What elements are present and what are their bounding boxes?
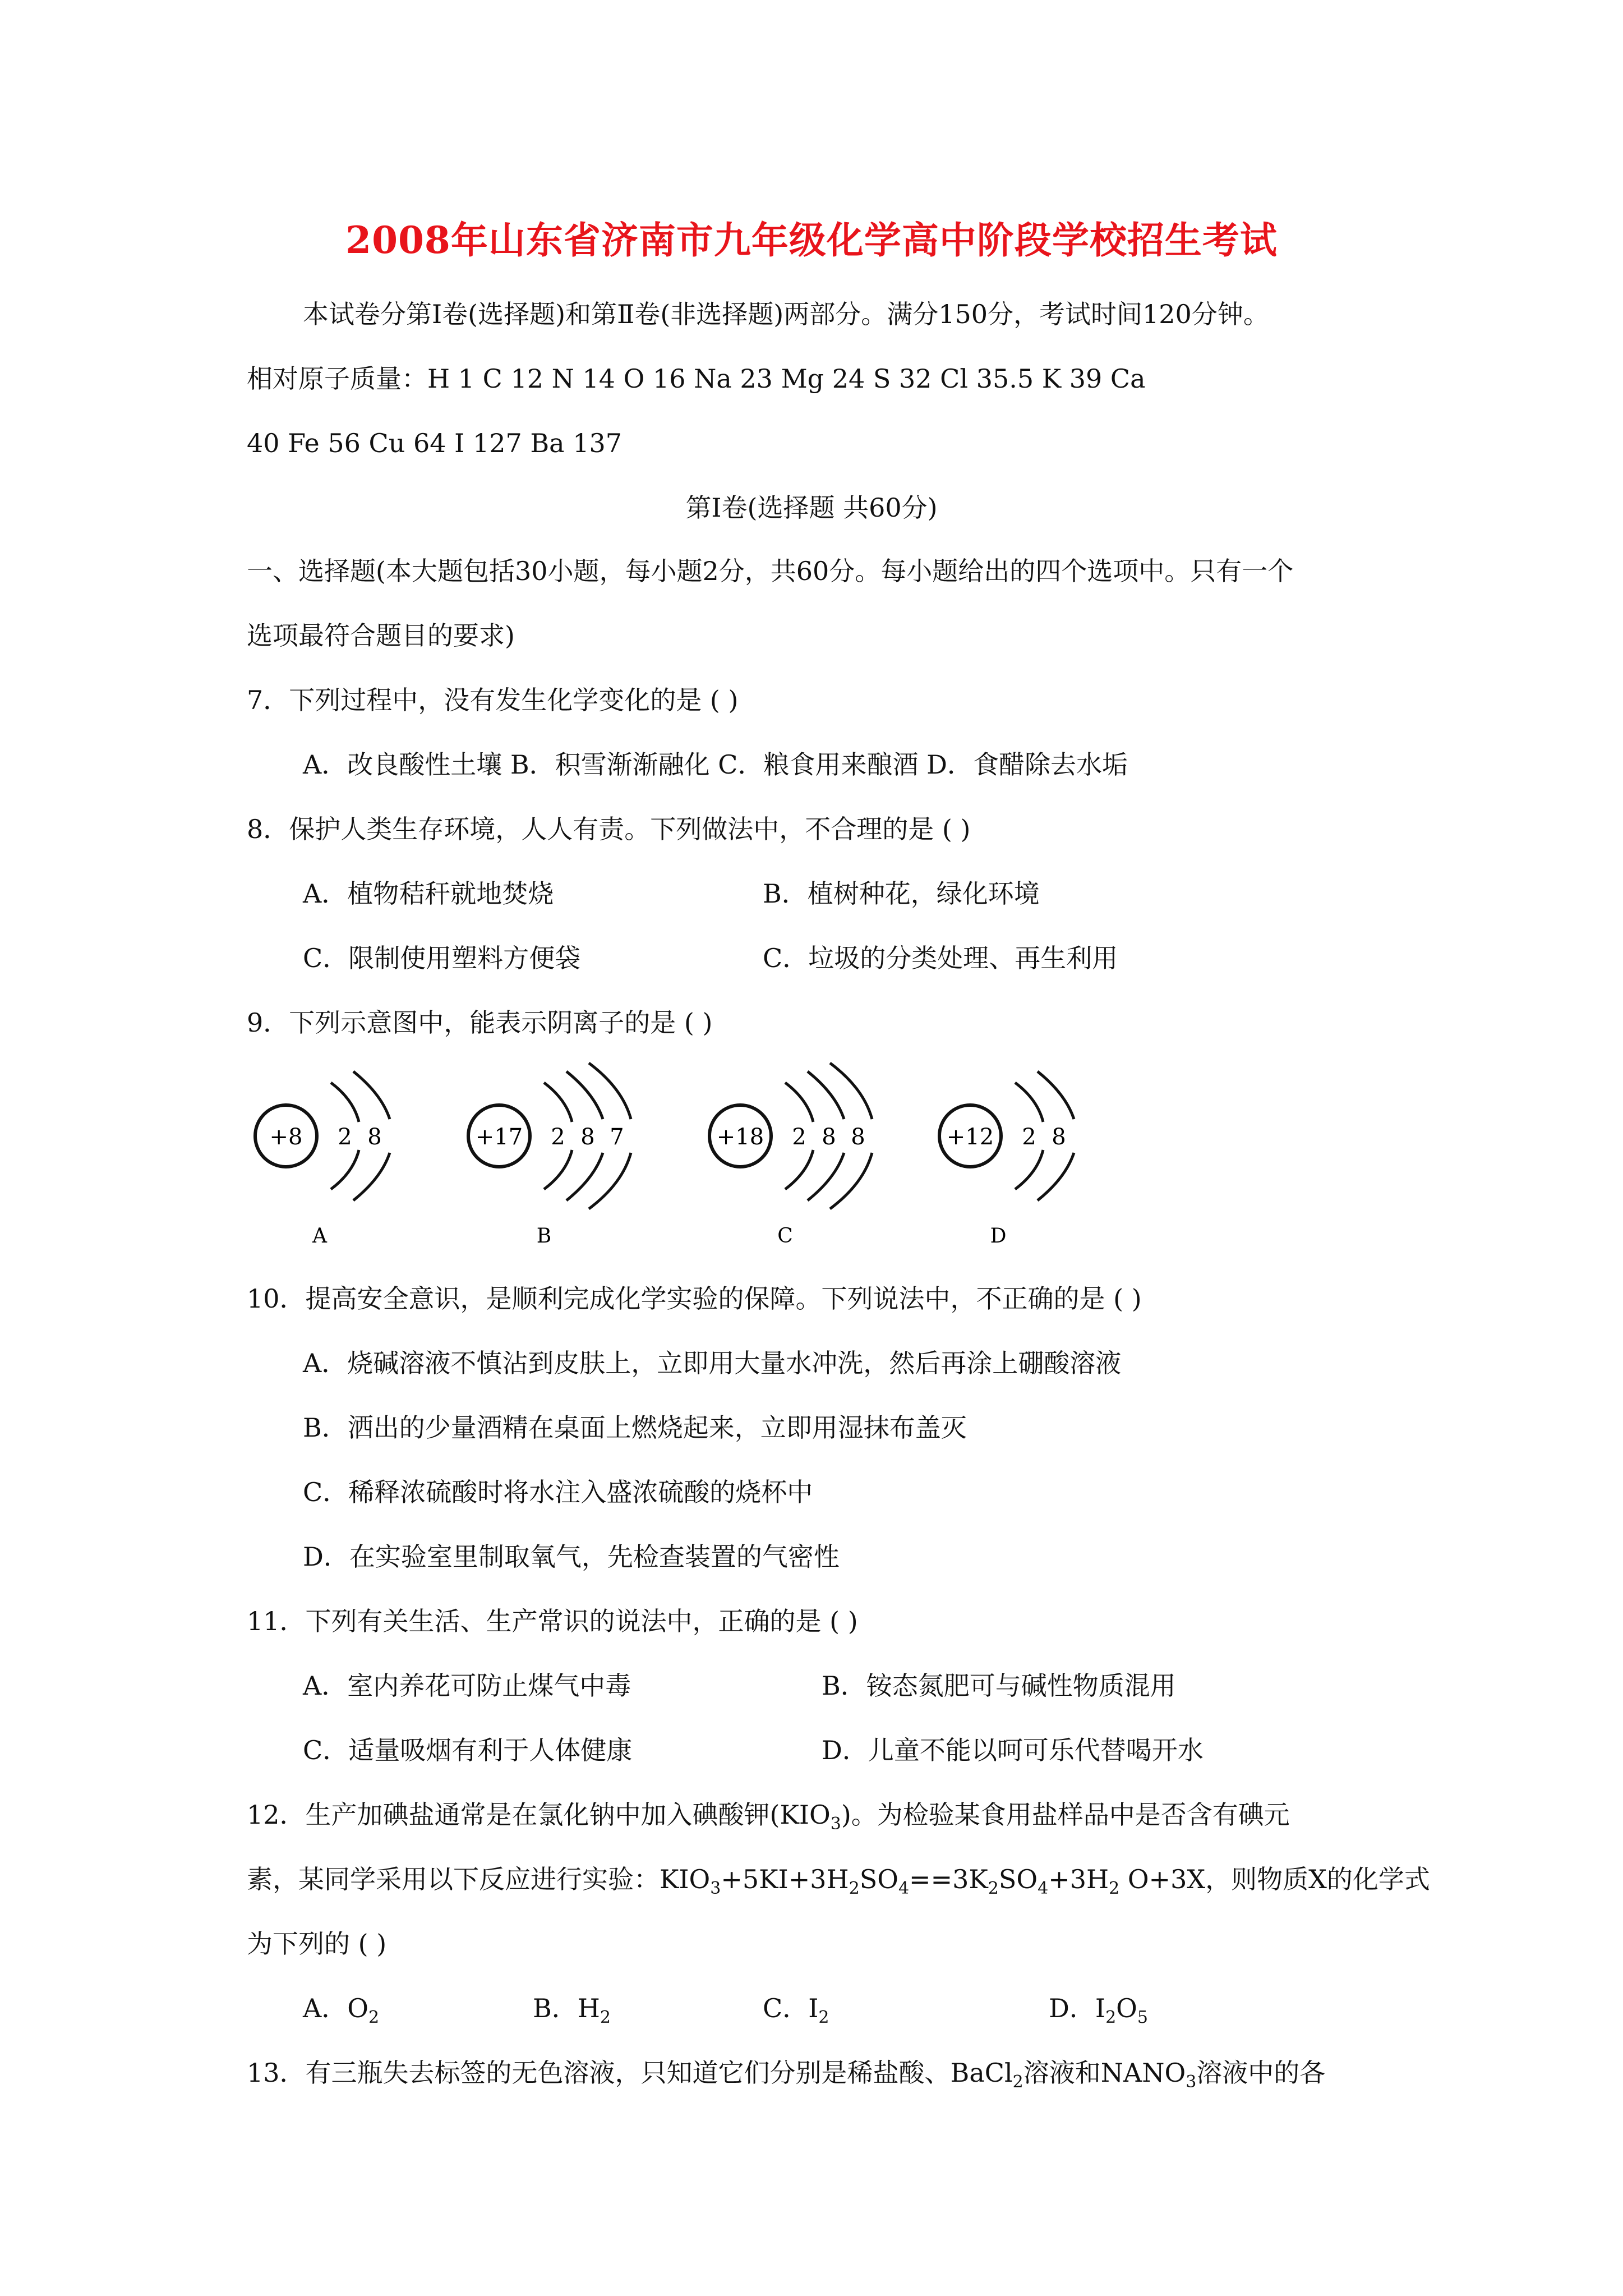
q12-stem-line3: 为下列的 ( ) <box>247 1929 387 1959</box>
q10-option-c: C．稀释浓硫酸时将水注入盛浓硫酸的烧杯中 <box>303 1477 813 1507</box>
q11-option-c: C．适量吸烟有利于人体健康 <box>303 1735 633 1765</box>
atom-diagram-a <box>247 1060 415 1253</box>
exam-title: 2008年山东省济南市九年级化学高中阶段学校招生考试 <box>345 218 1278 262</box>
q8-stem: 8．保护人类生存环境，人人有责。下列做法中，不合理的是 ( ) <box>247 814 971 844</box>
part1-instructions-line1: 一、选择题(本大题包括30小题，每小题2分，共60分。每小题给出的四个选项中。只有一个 <box>247 556 1294 586</box>
q11-option-b: B．铵态氮肥可与碱性物质混用 <box>822 1671 1176 1701</box>
shell-electrons: 8 <box>580 1124 595 1150</box>
q12-option-d: D．$I_2O_5$ <box>1049 1993 1148 2028</box>
atomic-masses-line2: 40 Fe 56 Cu 64 I 127 Ba 137 <box>247 428 623 458</box>
atomic-masses-line1: 相对原子质量：H 1 C 12 N 14 O 16 Na 23 Mg 24 S 32 Cl 35.5 K 39 Ca <box>247 364 1146 394</box>
shell-electrons: 2 <box>792 1124 806 1150</box>
diagram-label: B <box>536 1225 552 1248</box>
shell-electrons: 8 <box>1052 1124 1066 1150</box>
nucleus-charge: +12 <box>946 1124 994 1150</box>
nucleus-charge: +17 <box>475 1124 523 1150</box>
nucleus-charge: +18 <box>716 1124 764 1150</box>
diagram-label: D <box>990 1225 1007 1248</box>
intro-text: 本试卷分第Ⅰ卷(选择题)和第Ⅱ卷(非选择题)两部分。满分150分，考试时间120分钟。 <box>303 299 1269 329</box>
shell-electrons: 7 <box>610 1124 624 1150</box>
section1-heading: 第Ⅰ卷(选择题 共60分) <box>685 493 938 523</box>
shell-electrons: 8 <box>851 1124 865 1150</box>
q8-option-d: C．垃圾的分类处理、再生利用 <box>763 943 1118 973</box>
atom-diagram-b <box>460 1060 651 1253</box>
shell-electrons: 2 <box>551 1124 565 1150</box>
q11-option-a: A．室内养花可防止煤气中毒 <box>303 1671 631 1701</box>
q10-option-a: A．烧碱溶液不慎沾到皮肤上，立即用大量水冲洗，然后再涂上硼酸溶液 <box>303 1348 1122 1378</box>
shell-electrons: 2 <box>338 1124 352 1150</box>
nucleus-charge: +8 <box>269 1124 303 1150</box>
q7-options: A．改良酸性土壤 B．积雪渐渐融化 C．粮食用来酿酒 D．食醋除去水垢 <box>303 749 1128 780</box>
q7-stem: 7．下列过程中，没有发生化学变化的是 ( ) <box>247 685 739 715</box>
q8-option-a: A．植物秸秆就地焚烧 <box>303 878 554 909</box>
q10-option-d: D．在实验室里制取氧气，先检查装置的气密性 <box>303 1542 840 1572</box>
diagram-label: C <box>777 1225 793 1248</box>
q11-stem: 11．下列有关生活、生产常识的说法中，正确的是 ( ) <box>247 1606 858 1636</box>
q12-option-c: C．$I_2$ <box>763 1993 829 2028</box>
q10-stem: 10．提高安全意识，是顺利完成化学实验的保障。下列说法中，不正确的是 ( ) <box>247 1283 1142 1314</box>
q12-option-b: B．$H_2$ <box>533 1993 611 2028</box>
q11-option-d: D．儿童不能以呵可乐代替喝开水 <box>822 1735 1204 1765</box>
shell-electrons: 8 <box>367 1124 382 1150</box>
q13-stem: 13．有三瓶失去标签的无色溶液，只知道它们分别是稀盐酸、BaCl$_2$溶液和$NANO_3$溶液中的各 <box>247 2058 1326 2092</box>
diagram-label: A <box>312 1225 327 1248</box>
part1-instructions-line2: 选项最符合题目的要求) <box>247 620 515 651</box>
atom-diagram-c <box>701 1060 892 1253</box>
q12-option-a: A．$O_2$ <box>303 1993 380 2028</box>
q12-stem-line1: 12．生产加碘盐通常是在氯化钠中加入碘酸钾$(KIO_3)$。为检验某食用盐样品中是否含有碘元 <box>247 1800 1290 1834</box>
q10-option-b: B．洒出的少量酒精在桌面上燃烧起来，立即用湿抹布盖灭 <box>303 1412 967 1443</box>
q8-option-b: B．植树种花，绿化环境 <box>763 878 1040 909</box>
q8-option-c: C．限制使用塑料方便袋 <box>303 943 581 973</box>
atom-diagram-d <box>931 1060 1099 1253</box>
q12-stem-line2: 素，某同学采用以下反应进行实验：$KIO_3+5KI+3H_2SO_4==3K_2SO_4+3H_2$ O+3X，则物质X的化学式 <box>247 1864 1430 1899</box>
q9-stem: 9．下列示意图中，能表示阴离子的是 ( ) <box>247 1007 713 1038</box>
shell-electrons: 2 <box>1022 1124 1036 1150</box>
shell-electrons: 8 <box>822 1124 836 1150</box>
